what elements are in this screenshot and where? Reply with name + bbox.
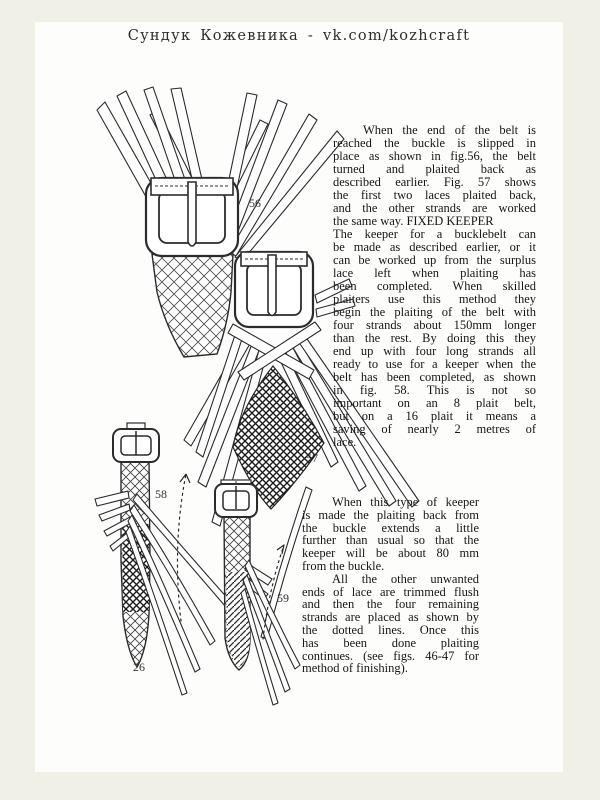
- text-line: has been done plaiting: [302, 635, 479, 650]
- text-line: lace left when plaiting has: [333, 266, 536, 280]
- text-line: be made as described earlier, or it: [333, 240, 536, 254]
- text-line: the same way. FIXED KEEPER: [333, 214, 494, 228]
- text-line: saving of nearly 2 metres of: [333, 422, 536, 436]
- figure-56-label: 56: [249, 196, 261, 210]
- page-number-label: 26: [133, 660, 145, 674]
- text-line: ready to use for a keeper when the: [333, 357, 536, 371]
- fig58-buckle: [113, 423, 159, 462]
- text-line: and the other strands are worked: [333, 201, 536, 215]
- figure-59-label: 59: [277, 591, 289, 605]
- fig59-buckle: [215, 480, 257, 517]
- text-line: begin the plaiting of the belt with: [333, 305, 536, 319]
- text-line: ends of lace are trimmed flush: [302, 584, 479, 599]
- fig57-buckle: [235, 252, 313, 327]
- text-line: four strands about 150mm longer: [333, 318, 536, 332]
- text-line: can be worked up from the surplus: [333, 253, 536, 267]
- text-line: than the rest. By doing this they: [333, 331, 536, 345]
- figure-58-label: 58: [155, 487, 167, 501]
- text-line: important on an 8 plait belt,: [333, 396, 536, 410]
- text-line: The keeper for a bucklebelt can: [333, 227, 536, 241]
- text-line: further than usual so that the: [302, 533, 479, 548]
- text-line: the dotted lines. Once this: [302, 622, 479, 637]
- text-line: When the end of the belt is: [363, 123, 536, 137]
- text-line: strands are placed as shown by: [302, 610, 479, 625]
- text-line: the first two laces plaited back,: [333, 188, 536, 202]
- figure-59-keeper-strands: [215, 480, 312, 705]
- paragraph-buckle-and-keeper: [333, 124, 536, 449]
- text-line: When this type of keeper: [332, 495, 479, 509]
- paragraph-keeper-finishing: [302, 496, 479, 675]
- text-line: plaiters use this method they: [333, 292, 536, 306]
- text-line: lace.: [333, 435, 357, 449]
- text-line: method of finishing).: [302, 661, 408, 676]
- text-line: continues. (see figs. 46-47 for: [302, 648, 479, 663]
- text-line: turned and plaited back as: [333, 162, 536, 176]
- text-line: been completed. When skilled: [333, 279, 536, 293]
- text-line: but on a 16 plait it means a: [333, 409, 536, 423]
- text-line: and then the four remaining: [302, 597, 479, 612]
- text-line: is made the plaiting back from: [302, 507, 479, 522]
- text-line: in fig. 58. This is not so: [333, 383, 536, 397]
- text-line: described earlier. Fig. 57 shows: [333, 175, 536, 189]
- text-line: place as shown in fig.56, the belt: [333, 149, 536, 163]
- text-line: reached the buckle is slipped in: [333, 136, 536, 150]
- text-line: from the buckle.: [302, 558, 385, 573]
- figure-57-label: 57: [306, 451, 318, 465]
- text-line: belt has been completed, as shown: [333, 370, 536, 384]
- fig58-keeper-laces: [95, 491, 230, 695]
- text-line: the buckle extends a little: [302, 520, 479, 535]
- text-line: end up with four long strands all: [333, 344, 536, 358]
- fig56-plaited-belt: [152, 254, 233, 357]
- watermark-header: Сундук Кожевника - vk.com/kozhcraft: [127, 28, 471, 44]
- text-line: keeper will be about 80 mm: [302, 546, 479, 561]
- fig56-buckle: [146, 178, 238, 256]
- text-line: All the other unwanted: [332, 571, 479, 586]
